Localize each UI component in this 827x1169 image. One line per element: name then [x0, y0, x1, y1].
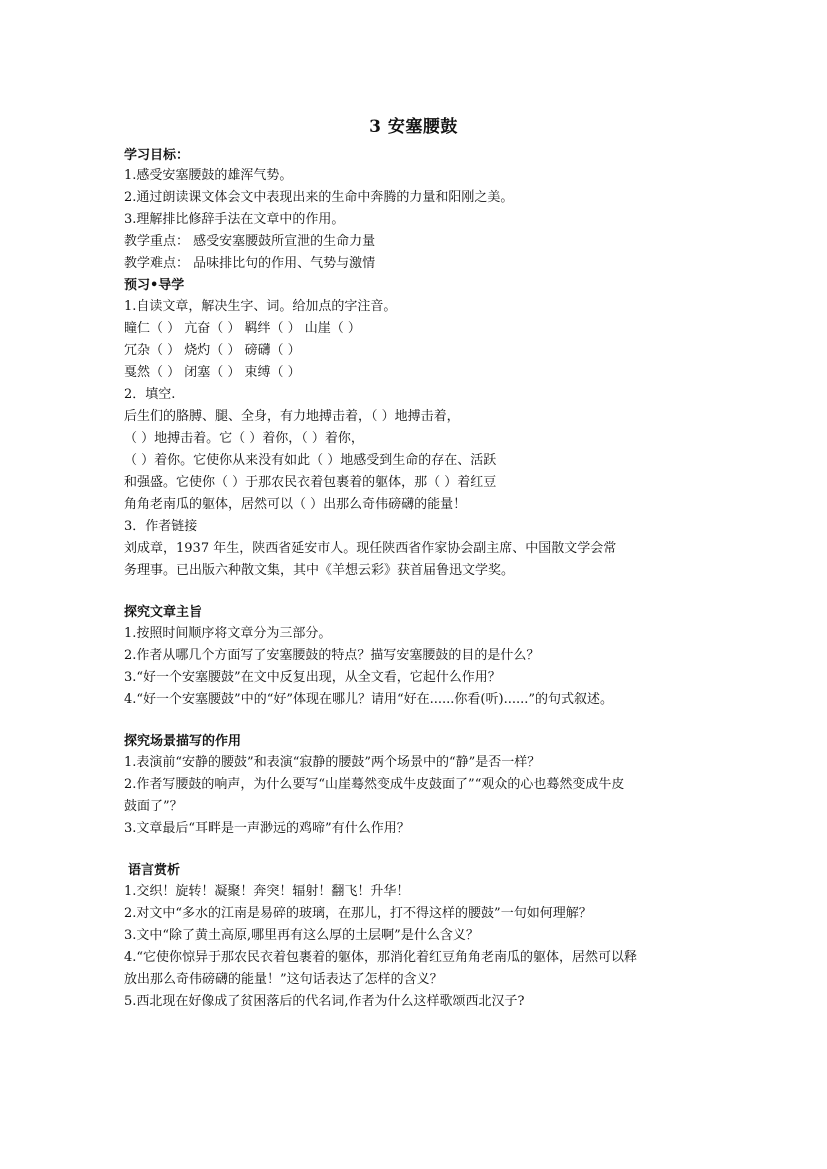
fill-blank-line: 后生们的胳膊、腿、全身，有力地搏击着，（ ）地搏击着， [124, 409, 460, 424]
pinyin-row: 冗杂（ ） 烧灼（ ） 磅礴（ ） [124, 343, 301, 358]
pinyin-row: 瞳仁（ ） 亢奋（ ） 羁绊（ ） 山崖（ ） [124, 321, 361, 336]
language-question: 2.对文中“多水的江南是易碎的玻璃，在那儿，打不得这样的腰鼓”一句如何理解？ [124, 906, 592, 921]
fill-blank-line: （ ）着你。它使你从来没有如此（ ）地感受到生命的存在、活跃 [124, 453, 497, 468]
scene-question: 2.作者写腰鼓的响声，为什么要写“山崖蓦然变成牛皮鼓面了”“观众的心也蓦然变成牛皮 [124, 777, 625, 792]
language-question: 4.“它使你惊异于那农民衣着包裹着的躯体，那消化着红豆角角老南瓜的躯体，居然可以释 [124, 950, 638, 965]
author-line: 刘成章，1937 年生，陕西省延安市人。现任陕西省作家协会副主席、中国散文学会常 [124, 541, 617, 556]
author-line: 务理事。已出版六种散文集，其中《羊想云彩》获首届鲁迅文学奖。 [124, 563, 515, 578]
pinyin-row: 戛然（ ） 闭塞（ ） 束缚（ ） [124, 365, 301, 380]
teaching-difficulty: 教学难点： 品味排比句的作用、气势与激情 [124, 256, 376, 271]
scene-question: 鼓面了”？ [124, 799, 183, 814]
objective-item: 2.通过朗读课文体会文中表现出来的生命中奔腾的力量和阳刚之美。 [124, 190, 514, 205]
theme-question: 1.按照时间顺序将文章分为三部分。 [124, 626, 332, 641]
language-question: 放出那么奇伟磅礴的能量！”这句话表达了怎样的含义？ [124, 972, 443, 987]
theme-question: 2.作者从哪几个方面写了安塞腰鼓的特点？描写安塞腰鼓的目的是什么？ [124, 648, 540, 663]
page-title: 3 安塞腰鼓 [369, 117, 458, 137]
objective-item: 3.理解排比修辞手法在文章中的作用。 [124, 212, 345, 227]
scene-heading: 探究场景描写的作用 [124, 734, 242, 749]
fill-blank-line: 角角老南瓜的躯体，居然可以（ ）出那么奇伟磅礴的能量！ [124, 497, 467, 512]
preview-question-3: 3．作者链接 [124, 519, 198, 534]
preview-question-1: 1.自读文章，解决生字、词。给加点的字注音。 [124, 299, 397, 314]
language-question: 5.西北现在好像成了贫困落后的代名词,作者为什么这样歌颂西北汉子? [124, 994, 525, 1009]
fill-blank-line: （ ）地搏击着。它（ ）着你，（ ）着你， [124, 431, 364, 446]
language-heading: 语言赏析 [128, 863, 181, 878]
preview-heading: 预习•导学 [124, 278, 185, 293]
fill-blank-line: 和强盛。它使你（ ）于那农民衣着包裹着的躯体，那（ ）着红豆 [124, 475, 497, 490]
scene-question: 3.文章最后“耳畔是一声渺远的鸡啼”有什么作用？ [124, 821, 410, 836]
teaching-focus: 教学重点： 感受安塞腰鼓所宣泄的生命力量 [124, 234, 376, 249]
objectives-heading: 学习目标： [124, 148, 190, 163]
scene-question: 1.表演前“安静的腰鼓”和表演“寂静的腰鼓”两个场景中的“静”是否一样？ [124, 755, 541, 770]
preview-question-2: 2．填空. [124, 387, 176, 402]
theme-question: 4.“好一个安塞腰鼓”中的“好”体现在哪儿？请用“好在......你看(听)......”的句式叙述。 [124, 692, 614, 707]
language-question: 1.交织！旋转！凝聚！奔突！辐射！翻飞！升华！ [124, 884, 410, 899]
theme-question: 3.“好一个安塞腰鼓”在文中反复出现，从全文看，它起什么作用？ [124, 670, 501, 685]
theme-heading: 探究文章主旨 [124, 605, 203, 620]
language-question: 3.文中“除了黄土高原,哪里再有这么厚的土层啊”是什么含义？ [124, 928, 479, 943]
objective-item: 1.感受安塞腰鼓的雄浑气势。 [124, 168, 293, 183]
